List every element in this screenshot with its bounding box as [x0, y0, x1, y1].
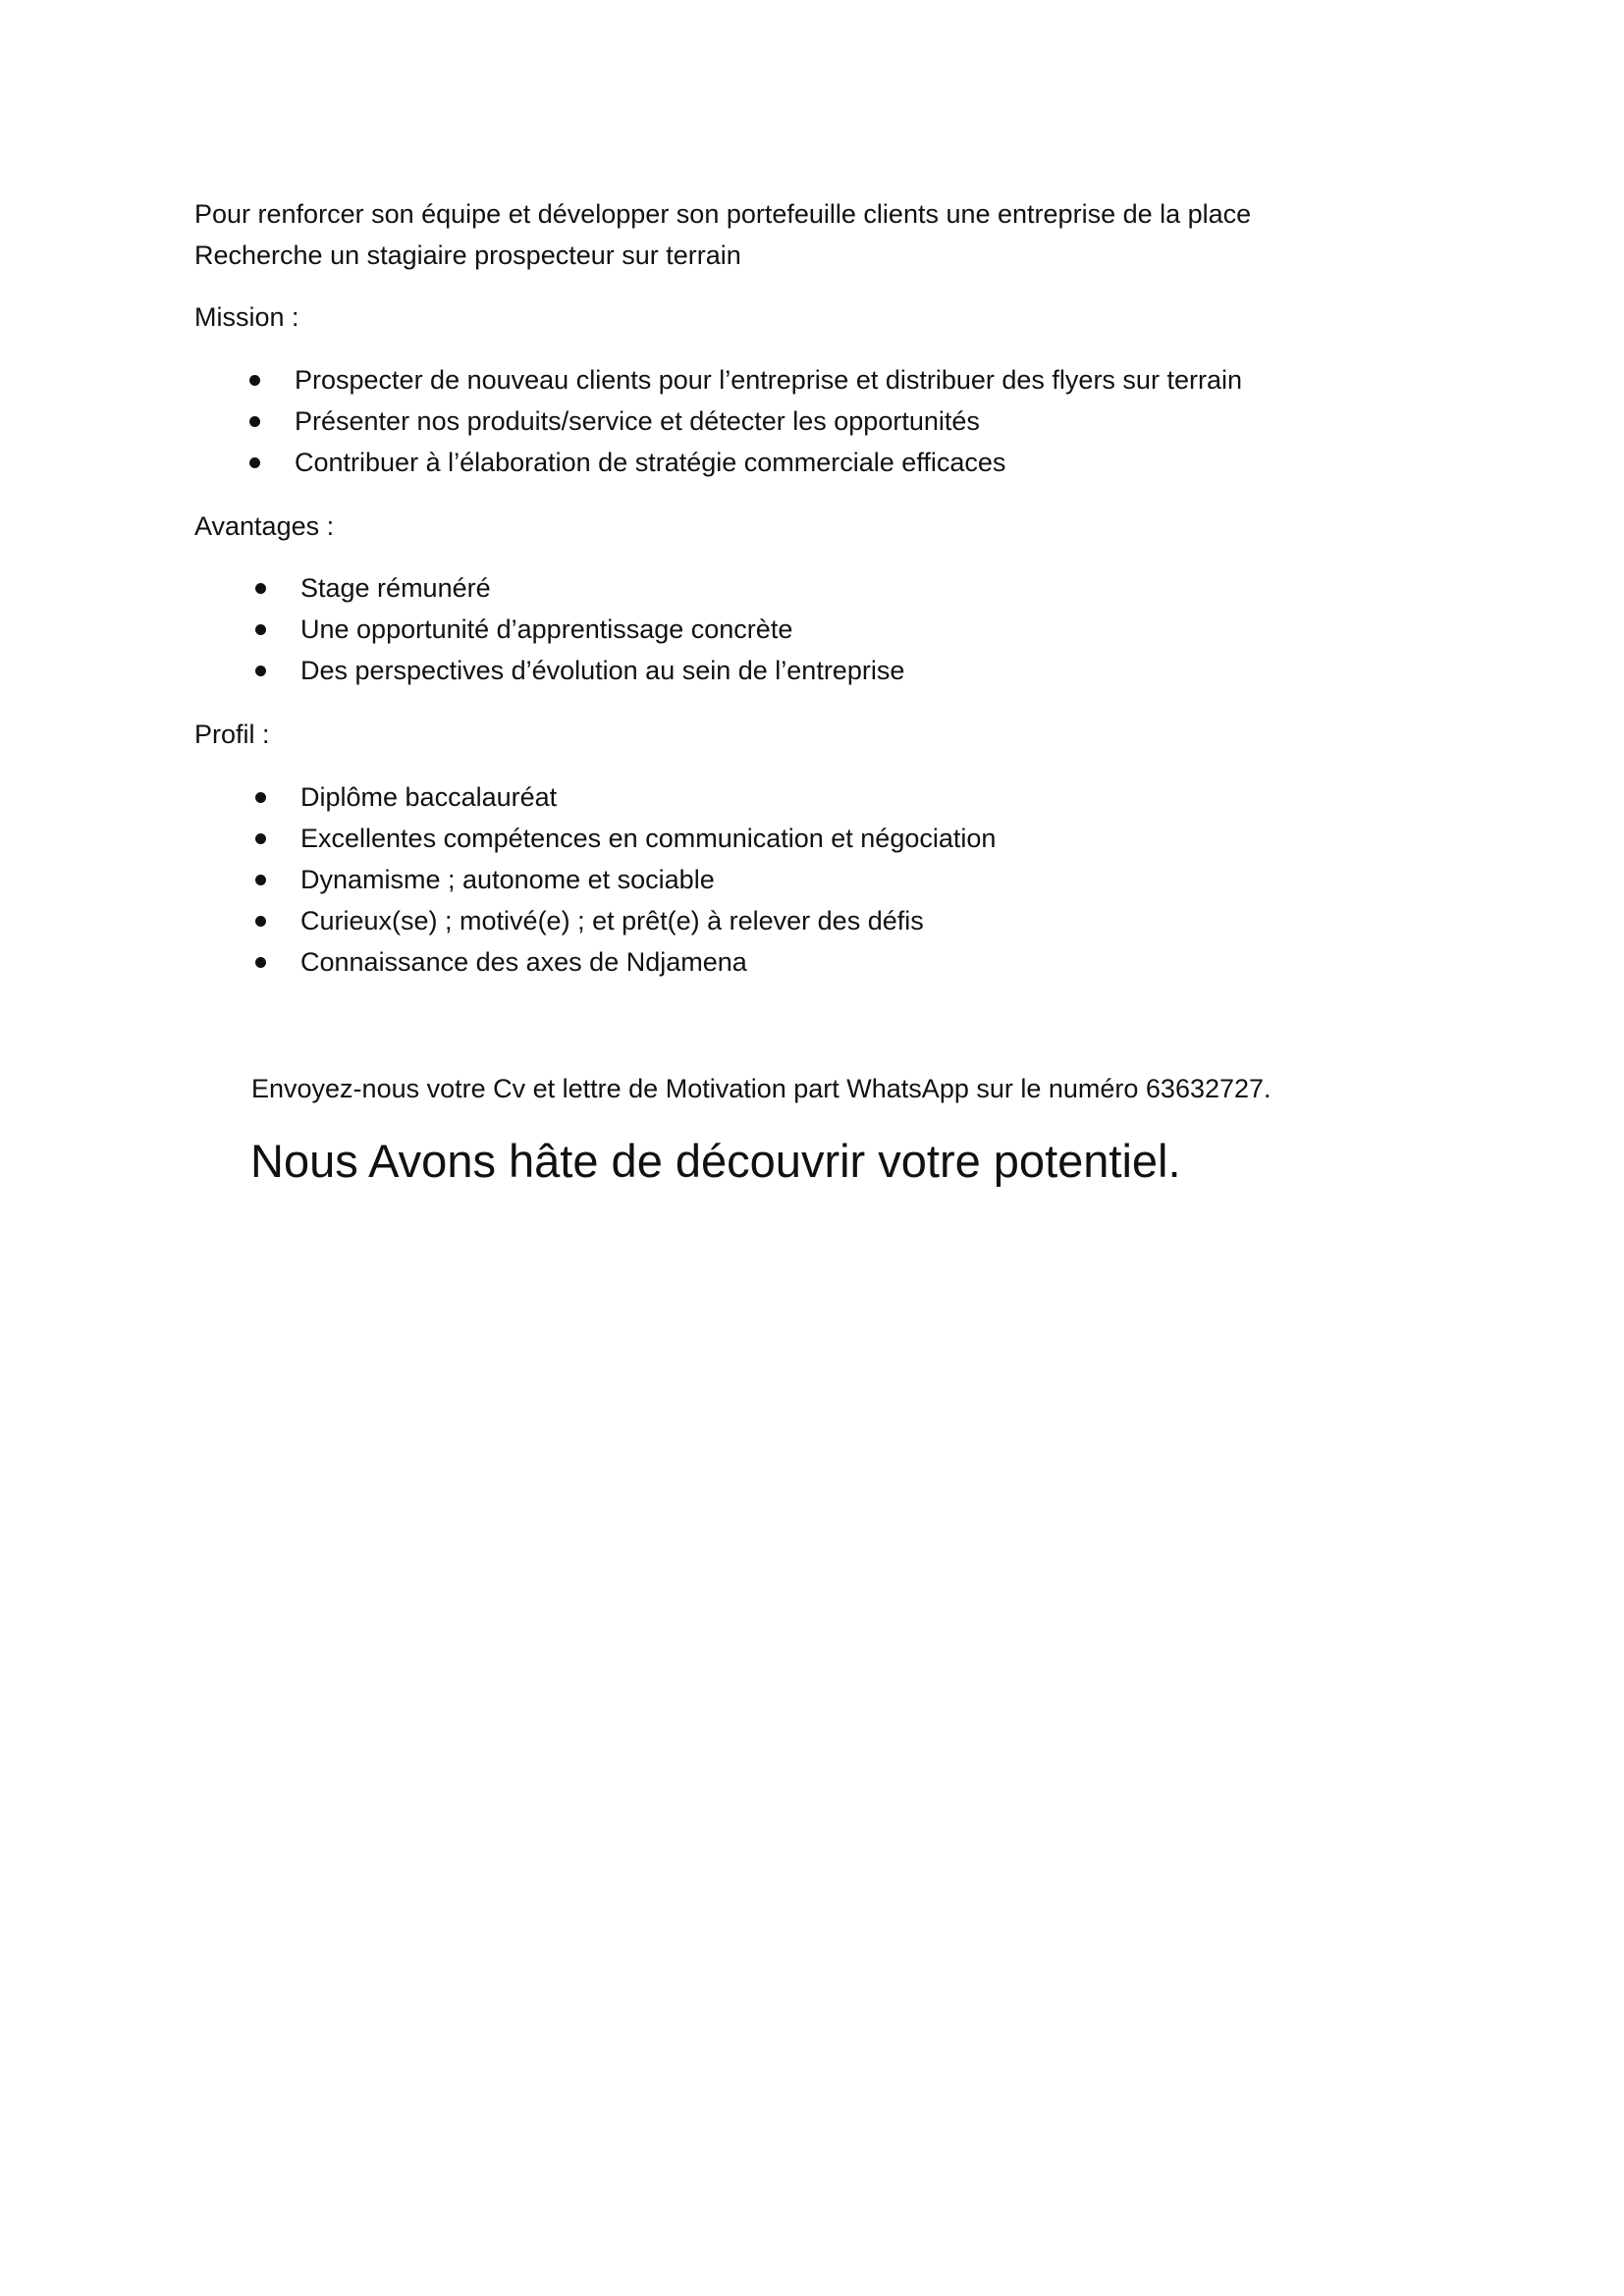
closing-line: Nous Avons hâte de découvrir votre potentiel.	[250, 1135, 1181, 1187]
list-item: Contribuer à l’élaboration de stratégie commerciale efficaces	[295, 442, 1242, 483]
bullet-icon	[255, 957, 266, 968]
intro-line-1: Pour renforcer son équipe et développer son portefeuille clients une entreprise de la place	[194, 199, 1252, 229]
contact-line: Envoyez-nous votre Cv et lettre de Motivation part WhatsApp sur le numéro 63632727.	[251, 1074, 1272, 1103]
bullet-icon	[255, 666, 266, 676]
list-item: Dynamisme ; autonome et sociable	[300, 859, 996, 900]
bullet-icon	[255, 916, 266, 927]
avantages-list	[300, 567, 904, 691]
bullet-icon	[249, 416, 260, 427]
bullet-icon	[255, 875, 266, 885]
list-item: Prospecter de nouveau clients pour l’entreprise et distribuer des flyers sur terrain	[295, 359, 1242, 400]
mission-heading: Mission :	[194, 302, 299, 332]
profil-list	[300, 776, 996, 983]
bullet-icon	[255, 833, 266, 844]
list-item: Excellentes compétences en communication et négociation	[300, 818, 996, 859]
intro-line-2: Recherche un stagiaire prospecteur sur terrain	[194, 240, 741, 270]
mission-list	[295, 359, 1242, 483]
list-item: Stage rémunéré	[300, 567, 904, 609]
list-item: Des perspectives d’évolution au sein de l’entreprise	[300, 650, 904, 691]
bullet-icon	[255, 624, 266, 635]
bullet-icon	[255, 792, 266, 803]
list-item: Présenter nos produits/service et détecter les opportunités	[295, 400, 1242, 442]
bullet-icon	[255, 583, 266, 594]
bullet-icon	[249, 375, 260, 386]
profil-heading: Profil :	[194, 720, 270, 749]
avantages-heading: Avantages :	[194, 511, 335, 541]
bullet-icon	[249, 457, 260, 468]
list-item: Diplôme baccalauréat	[300, 776, 996, 818]
list-item: Une opportunité d’apprentissage concrète	[300, 609, 904, 650]
list-item: Curieux(se) ; motivé(e) ; et prêt(e) à relever des défis	[300, 900, 996, 941]
intro-paragraph	[194, 193, 1251, 276]
list-item: Connaissance des axes de Ndjamena	[300, 941, 996, 983]
